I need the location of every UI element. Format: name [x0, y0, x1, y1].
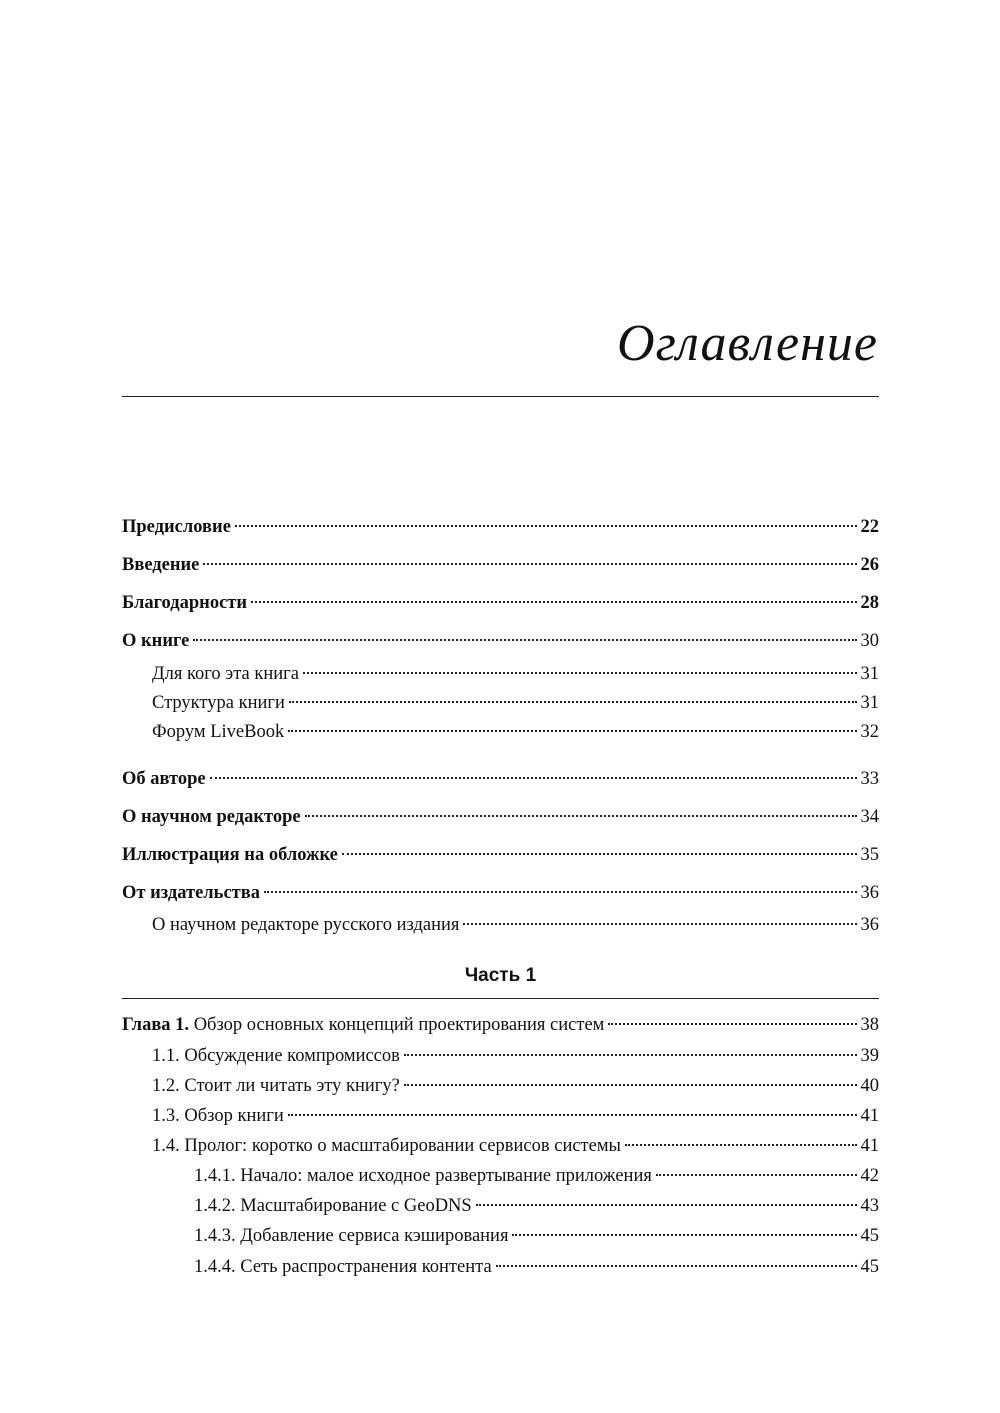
toc-entry-structure[interactable] — [152, 688, 879, 712]
toc-entry-label — [122, 1013, 604, 1037]
toc-entry-page: 45 — [860, 1257, 879, 1278]
toc-entry-label: 1.3. Обзор книги — [152, 1106, 284, 1127]
chapter-title: Обзор основных концепций проектирования систем — [193, 1015, 605, 1036]
toc-entry-label: 1.4.3. Добавление сервиса кэширования — [194, 1226, 509, 1247]
toc-entry-label: Для кого эта книга — [152, 664, 299, 685]
toc-entry-label: 1.4.2. Масштабирование с GeoDNS — [194, 1196, 472, 1217]
toc-entry-about-book[interactable] — [122, 626, 879, 650]
page-title: Оглавление — [617, 315, 878, 372]
toc-entry-label: О научном редакторе — [122, 807, 301, 828]
toc-leader-dots — [512, 1221, 856, 1241]
toc-entry-cover-illustration[interactable] — [122, 840, 879, 864]
toc-entry-label: 1.4.4. Сеть распространения контента — [194, 1257, 492, 1278]
toc-entry-page: 42 — [860, 1166, 879, 1187]
toc-entry-russian-tech-editor[interactable] — [152, 910, 879, 934]
toc-entry-label: От издательства — [122, 883, 260, 904]
part-divider — [122, 998, 879, 999]
toc-leader-dots — [608, 1010, 856, 1030]
toc-entry-label: 1.4.1. Начало: малое исходное развертывание приложения — [194, 1166, 652, 1187]
toc-entry-section-1-3[interactable] — [152, 1101, 879, 1125]
toc-entry-page: 36 — [860, 915, 879, 936]
toc-entry-page: 45 — [860, 1226, 879, 1247]
toc-entry-page: 40 — [860, 1076, 879, 1097]
toc-leader-dots — [289, 688, 857, 708]
toc-entry-label: 1.1. Обсуждение компромиссов — [152, 1046, 400, 1067]
toc-entry-section-1-4[interactable] — [152, 1131, 879, 1155]
toc-leader-dots — [203, 550, 856, 570]
toc-entry-label: Введение — [122, 555, 200, 576]
toc-leader-dots — [251, 588, 856, 608]
toc-entry-label: Благодарности — [122, 593, 248, 614]
toc-leader-dots — [463, 910, 856, 930]
toc-entry-page: 43 — [860, 1196, 879, 1217]
toc-entry-label: Форум LiveBook — [152, 722, 285, 743]
toc-entry-label: Об авторе — [122, 769, 206, 790]
toc-entry-section-1-1[interactable] — [152, 1041, 879, 1065]
toc-entry-label: О научном редакторе русского издания — [152, 915, 460, 936]
toc-entry-label: О книге — [122, 631, 190, 652]
toc-entry-page: 34 — [860, 807, 879, 828]
toc-entry-label: 1.4. Пролог: коротко о масштабировании сервисов системы — [152, 1136, 621, 1157]
part-heading: Часть 1 — [464, 965, 537, 986]
toc-entry-page: 22 — [860, 517, 879, 538]
toc-entry-page: 35 — [860, 845, 879, 866]
title-divider — [122, 396, 879, 397]
toc-entry-chapter-1[interactable] — [122, 1010, 879, 1034]
toc-entry-livebook-forum[interactable] — [152, 717, 879, 741]
toc-entry-section-1-4-4[interactable] — [194, 1252, 879, 1276]
toc-entry-section-1-4-3[interactable] — [194, 1221, 879, 1245]
toc-leader-dots — [496, 1252, 857, 1272]
toc-entry-page: 28 — [860, 593, 879, 614]
toc-entry-page: 26 — [860, 555, 879, 576]
toc-entry-section-1-4-1[interactable] — [194, 1161, 879, 1185]
toc-entry-label: Иллюстрация на обложке — [122, 845, 338, 866]
toc-leader-dots — [305, 802, 857, 822]
toc-entry-acknowledgements[interactable] — [122, 588, 879, 612]
toc-entry-label: 1.2. Стоит ли читать эту книгу? — [152, 1076, 400, 1097]
toc-entry-page: 31 — [860, 693, 879, 714]
chapter-prefix: Глава 1. — [122, 1015, 190, 1036]
toc-leader-dots — [656, 1161, 857, 1181]
toc-entry-section-1-2[interactable] — [152, 1071, 879, 1095]
toc-entry-page: 38 — [860, 1015, 879, 1036]
toc-leader-dots — [625, 1131, 857, 1151]
toc-entry-page: 39 — [860, 1046, 879, 1067]
toc-entry-page: 30 — [860, 631, 879, 652]
toc-entry-page: 32 — [860, 722, 879, 743]
toc-leader-dots — [288, 1101, 857, 1121]
toc-leader-dots — [404, 1071, 857, 1091]
toc-leader-dots — [303, 659, 857, 679]
toc-entry-about-author[interactable] — [122, 764, 879, 788]
toc-entry-from-publisher[interactable] — [122, 878, 879, 902]
toc-entry-section-1-4-2[interactable] — [194, 1191, 879, 1215]
toc-entry-introduction[interactable] — [122, 550, 879, 574]
toc-entry-label: Структура книги — [152, 693, 285, 714]
toc-leader-dots — [288, 717, 856, 737]
toc-leader-dots — [235, 512, 857, 532]
toc-entry-label: Предисловие — [122, 517, 231, 538]
toc-entry-page: 33 — [860, 769, 879, 790]
toc-leader-dots — [342, 840, 857, 860]
toc-entry-page: 36 — [860, 883, 879, 904]
toc-entry-preface[interactable] — [122, 512, 879, 536]
toc-entry-audience[interactable] — [152, 659, 879, 683]
toc-leader-dots — [476, 1191, 857, 1211]
toc-leader-dots — [264, 878, 857, 898]
toc-entry-page: 31 — [860, 664, 879, 685]
toc-entry-about-tech-editor[interactable] — [122, 802, 879, 826]
toc-leader-dots — [193, 626, 856, 646]
toc-leader-dots — [210, 764, 857, 784]
toc-leader-dots — [404, 1041, 857, 1061]
toc-entry-page: 41 — [860, 1106, 879, 1127]
toc-entry-page: 41 — [860, 1136, 879, 1157]
